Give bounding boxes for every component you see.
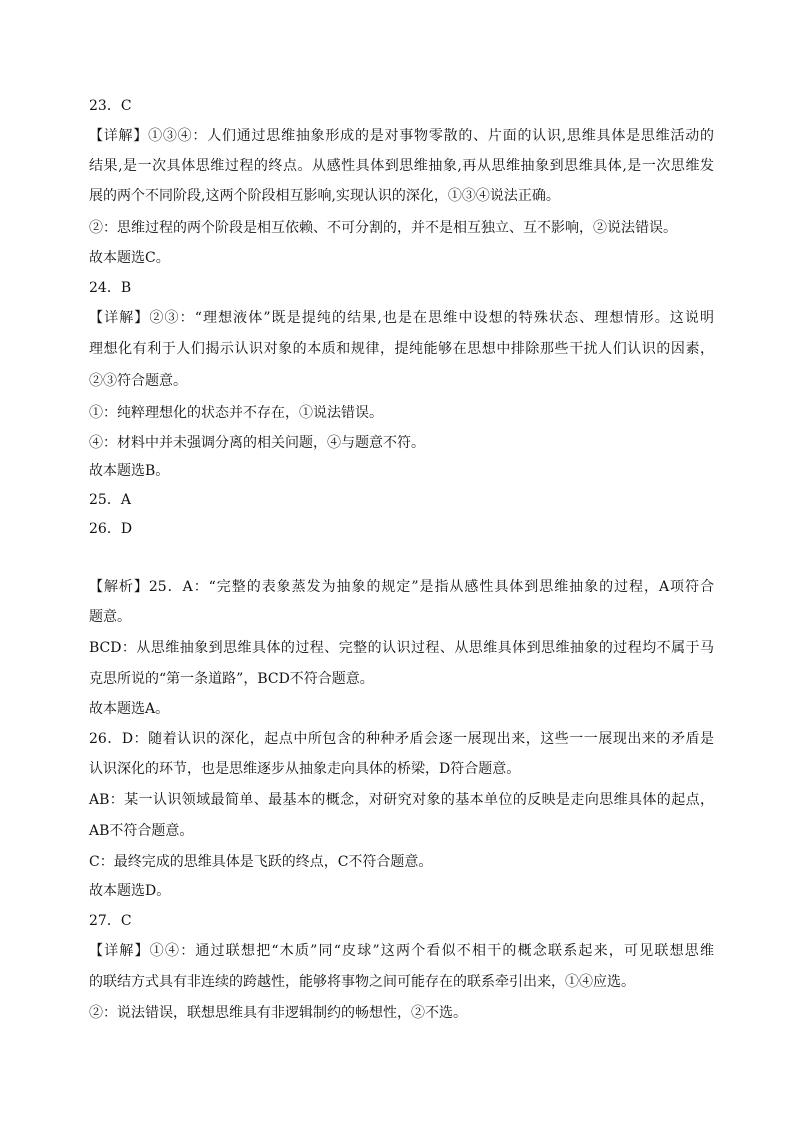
answer-summary: 故本题选A。 xyxy=(89,701,170,717)
explanation-text: ②：思维过程的两个阶段是相互依赖、不可分割的，并不是相互独立、互不影响，②说法错误。 xyxy=(89,220,677,236)
analysis-text: 26．D：随着认识的深化，起点中所包含的种种矛盾会逐一展现出来，这些一一展现出来的矛盾是 xyxy=(89,731,714,747)
explanation-text: ④：材料中并未强调分离的相关问题，④与题意不符。 xyxy=(89,435,425,451)
question-number: 26．D xyxy=(89,521,133,537)
explanation-text: ②：说法错误，联想思维具有非逻辑制约的畅想性，②不选。 xyxy=(89,1005,467,1021)
answer-summary: 故本题选C。 xyxy=(89,250,170,266)
answer-summary: 故本题选B。 xyxy=(89,463,170,479)
analysis-text: 题意。 xyxy=(89,609,131,625)
explanation-text: 结果,是一次具体思维过程的终点。从感性具体到思维抽象,再从思维抽象到思维具体,是一次思维发 xyxy=(89,158,714,174)
analysis-text: 认识深化的环节，也是思维逐步从抽象走向具体的桥梁，D符合题意。 xyxy=(89,761,521,777)
explanation-text: 的联结方式具有非连续的跨越性，能够将事物之间可能存在的联系牵引出来，①④应选。 xyxy=(89,974,635,990)
explanation-text: 理想化有利于人们揭示认识对象的本质和规律，提纯能够在思想中排除那些干扰人们认识的因素， xyxy=(89,341,714,357)
explanation-text: 【详解】①③④：人们通过思维抽象形成的是对事物零散的、片面的认识,思维具体是思维活动的 xyxy=(89,128,714,144)
analysis-text: C：最终完成的思维具体是飞跃的终点，C不符合题意。 xyxy=(89,854,433,870)
analysis-text: 【解析】25．A：“完整的表象蒸发为抽象的规定”是指从感性具体到思维抽象的过程，A项符合 xyxy=(89,579,714,595)
explanation-text: 【详解】①④：通过联想把“木质”同“皮球”这两个看似不相干的概念联系起来，可见联想思维 xyxy=(89,943,714,959)
answer-summary: 故本题选D。 xyxy=(89,883,171,899)
explanation-text: ①：纯粹理想化的状态并不存在，①说法错误。 xyxy=(89,405,383,421)
question-number: 23．C xyxy=(89,98,132,114)
analysis-text: AB：某一认识领域最简单、最基本的概念，对研究对象的基本单位的反映是走向思维具体的起点， xyxy=(89,792,714,808)
question-number: 24．B xyxy=(89,280,132,296)
analysis-text: 克思所说的“第一条道路”，BCD不符合题意。 xyxy=(89,671,374,687)
analysis-text: AB不符合题意。 xyxy=(89,823,194,839)
question-number: 25．A xyxy=(89,492,131,508)
explanation-text: 展的两个不同阶段,这两个阶段相互影响,实现认识的深化，①③④说法正确。 xyxy=(89,188,560,204)
explanation-text: ②③符合题意。 xyxy=(89,373,187,389)
analysis-text: BCD：从思维抽象到思维具体的过程、完整的认识过程、从思维具体到思维抽象的过程均不属于马 xyxy=(89,640,714,656)
explanation-text: 【详解】②③：“理想液体”既是提纯的结果,也是在思维中设想的特殊状态、理想情形。这说明 xyxy=(89,310,714,326)
question-number: 27．C xyxy=(89,913,132,929)
